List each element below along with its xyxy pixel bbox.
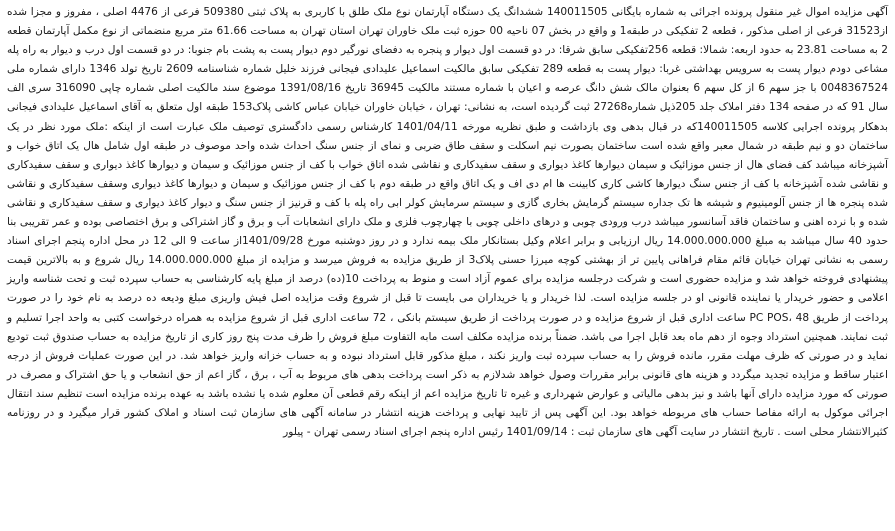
auction-notice-text: آگهی مزایده اموال غیر منقول پرونده اجرائی به شماره بایگانی 140011505 ششدانگ یک دستگاه آپارتمان نوع ملک طلق با کاربری به پلاک ثبتی 509380 فرعی از 4476 اصلی ، مفروز و مجزا شده از31523 فرعی از اصلی مذکور ، قطعه 2 تفکیکی در طبقه1 و واقع در بخش 07 ناحیه 00 حوزه ثبت ملک خاوران تهران استان تهران به مساحت 61.66 متر مربع منضماتی از نوع مکمل آپارتمان قطعه 2 به مساحت 23.81 به حدود اربعه: شمالا: قطعه 256تفکیکی سابق شرقا: در دو قسمت اول دیوار و پنجره به دفضای نورگیر دوم دیوار پست به پشت بام جنوبا: در دو قسمت اول درب و دیوار به راه پله مشاعی دودم دیوار پست به سرویس بهداشتی غربا: دیوار پست به قطعه 289 تفکیکی سابق مالکیت اسماعیل علیدادی فیجانی فرزند خلیل شماره شناسنامه 2609 تاریخ تولد 1346 دارای شماره ملی 0048367524 با جز سهم 6 از کل سهم 6 بعنوان مالک شش دانگ عرصه و اعیان با شماره مستند مالکیت 36945 تاریخ 1391/08/16 موضوع سند مالکیت اصلی شماره چاپی 316090 سری الف سال 91 که در صفحه 134 دفتر املاک جلد 205ذیل شماره27268 ثبت گردیده است، به نشانی: تهران ، خیابان خاوران خیابان عباس کاشی پلاک153 طبقه اول متعلق به آقای اسماعیل علیدادی فیجانی بدهکار پرونده اجرایی کلاسه 140011505که در قبال بدهی وی بازداشت و طبق نظریه مورخه 1401/04/11 کارشناس رسمی دادگستری توصیف ملک عبارت است از اینکه :ملک مورد نظر در یک ساختمان دو و نیم طبقه در شمال معبر واقع شده است ساختمان بصورت نیم اسکلت و سقف طاق ضربی و نمای از جنس سنگ احداث شده واحد موصوف در طبقه اول شامل هال یک اتاق خواب و آشپزخانه میباشد کف فضای هال از جنس موزائیک و سیمان دیوارها کاغذ دیواری و سقف سفیدکاری و نقاشی شده اتاق خواب با کف از جنس موزائیک و سیمان و دیوارها کاغذ دیواری و سقف سفیدکاری و نقاشی شده آشپزخانه با کف از جنس سنگ دیوارها کاشی کاری کابینت ها ام دی اف و یک اتاق واقع در طبقه دوم با کف از جنس موزائیک و سیمان و دیوارها کاغذ دیواری وسقف سفیدکاری و نقاشی شده پنجره ها از جنس آلومینیوم و شیشه ها تک جداره سیستم گرمایش بخاری گازی و سیستم سرمایش کولر ابی راه پله با کف و قرنیز از جنس سنگ و دیوار کاغذ دیواری و سقف سفیدکاری و نقاشی شده و با نرده اهنی و ساختمان فاقد آسانسور میباشد درب ورودی چوبی و درهای داخلی چوبی با چهارچوب فلزی و ملک دارای انشعابات آب و برق و گاز اشتراکی و برق اختصاصی بوده و عمر تقریبی بنا حدود 40 سال میباشد به مبلغ 14.000.000.000 ریال ارزیابی و برابر اعلام وکیل بستانکار ملک بیمه ندارد و در روز دوشنبه مورخ 1401/09/28از ساعت 9 الی 12 در محل اداره پنجم اجرای اسناد رسمی به نشانی تهران خیابان قائم مقام فراهانی پایین تر از بهشتی کوچه میرزا حسنی پلاک3 از طریق مزایده به فروش میرسد و مزایده از مبلغ 14.000.000.000 ریال شروع و به بالاترین قیمت پیشنهادی فروخته خواهد شد و مزایده حضوری است و شرکت درجلسه مزایده برای عموم آزاد است و منوط به پرداخت 10(ده) درصد از مبلغ پایه کارشناسی به حساب سپرده ثبت و تحت شناسه واریز اعلامی و حضور خریدار یا نماینده قانونی او در جلسه مزایده است. لذا خریدار و یا خریداران می بایست تا قبل از شروع وقت مزایده اصل فیش واریزی مبلغ ودیعه ده درصد به نام خود را در صورت پرداخت از طریق PC POS، 48 ساعت اداری قبل از شروع مزایده و در صورت پرداخت از طریق سیستم بانکی ، 72 ساعت اداری قبل از شروع مزایده به همراه درخواست کتبی به واحد اجرا تسلیم و ثبت نمایند. همچنین استرداد وجوه از دهم ماه بعد قابل اجرا می باشد. ضمناً برنده مزایده مکلف است مابه التفاوت مبلغ فروش را ظرف مدت پنج روز کاری از تاریخ مزایده به حساب صندوق ثبت تودیع نماید و در صورتی که ظرف مهلت مقرر، مانده فروش را به حساب سپرده ثبت واریز نکند ، مبلغ مذکور قابل استرداد نبوده و به حساب خزانه واریز خواهد شد. در این صورت عملیات فروش از درجه اعتبار ساقط و مزایده تجدید میگردد و هزینه های قانونی برابر مقررات وصول خواهد شدلازم به ذکر است پرداخت بدهی های مربوط به آب ، برق ، گاز اعم از حق انشعاب و یا حق اشتراک و مصرف در صورتی که مورد مزایده دارای آنها باشد و نیز بدهی مالیاتی و عوارض شهرداری و غیره تا تاریخ مزایده اعم از اینکه رقم قطعی آن معلوم شده یا نشده باشد به عهده برنده مزایده است تنظیم سند انتقال اجرائی موکول به ارائه مفاصا حساب های مربوطه خواهد بود. این آگهی پس از تایید نهایی و پرداخت هزینه انتشار در سامانه آگهی های سازمان ثبت اسناد و املاک کشور قرار میگیرد و در روزنامه کثیرالانتشار محلی است . تاریخ انتشار در سایت آگهی های سازمان ثبت : 1401/09/14 رئیس اداره پنجم اجرای اسناد رسمی تهران - پیلور bbox=[7, 6, 889, 439]
